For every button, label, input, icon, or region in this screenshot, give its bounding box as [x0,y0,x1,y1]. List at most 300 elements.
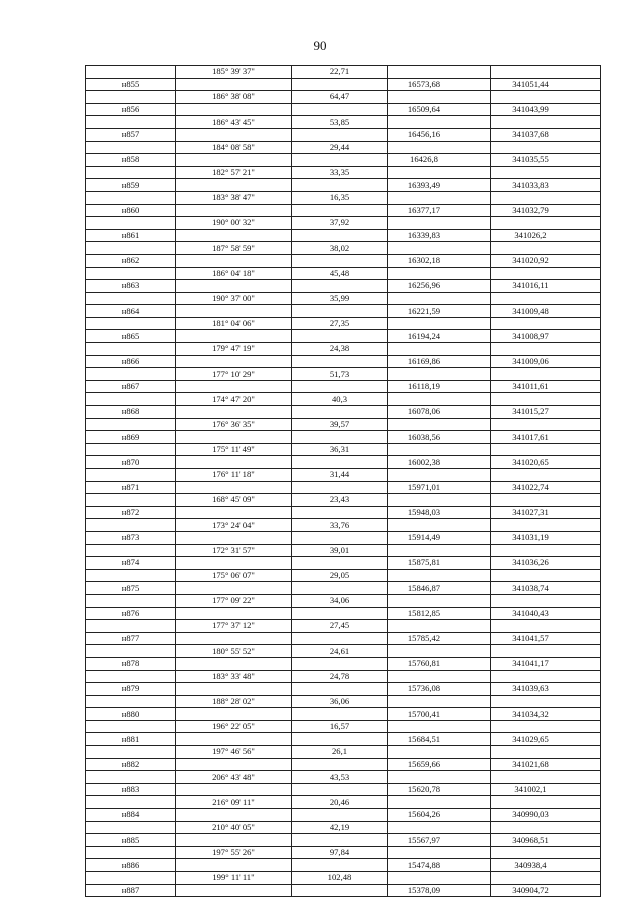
point-name: н869 [86,431,176,444]
point-row [86,683,601,696]
x-coordinate: 15604,26 [388,809,491,822]
empty-cell [491,267,601,280]
segment-row [86,343,601,356]
point-row [86,733,601,746]
point-row [86,657,601,670]
segment-length: 29,05 [292,569,388,582]
x-coordinate: 15875,81 [388,557,491,570]
segment-row [86,846,601,859]
empty-cell [292,154,388,167]
empty-cell [491,191,601,204]
x-coordinate: 15760,81 [388,657,491,670]
empty-cell [292,607,388,620]
empty-cell [388,695,491,708]
point-name: н864 [86,305,176,318]
point-name: н871 [86,481,176,494]
segment-row [86,645,601,658]
point-name: н867 [86,380,176,393]
empty-cell [292,128,388,141]
x-coordinate: 15684,51 [388,733,491,746]
point-row [86,859,601,872]
segment-row [86,620,601,633]
empty-cell [86,594,176,607]
empty-cell [86,66,176,79]
direction-angle: 210° 40' 05" [176,821,292,834]
direction-angle: 182° 57' 21" [176,166,292,179]
point-row [86,330,601,343]
segment-length: 16,35 [292,191,388,204]
empty-cell [292,683,388,696]
empty-cell [388,217,491,230]
x-coordinate: 15785,42 [388,632,491,645]
point-name: н875 [86,582,176,595]
empty-cell [86,544,176,557]
empty-cell [491,544,601,557]
y-coordinate: 341026,2 [491,229,601,242]
y-coordinate: 341038,74 [491,582,601,595]
empty-cell [292,254,388,267]
segment-row [86,191,601,204]
x-coordinate: 15659,66 [388,758,491,771]
segment-length: 36,31 [292,443,388,456]
segment-row [86,418,601,431]
y-coordinate: 341027,31 [491,506,601,519]
y-coordinate: 341011,61 [491,380,601,393]
empty-cell [491,872,601,885]
empty-cell [176,834,292,847]
y-coordinate: 341022,74 [491,481,601,494]
segment-length: 24,61 [292,645,388,658]
segment-length: 20,46 [292,796,388,809]
y-coordinate: 341041,17 [491,657,601,670]
point-name: н866 [86,355,176,368]
segment-length: 38,02 [292,242,388,255]
segment-length: 37,92 [292,217,388,230]
empty-cell [491,494,601,507]
empty-cell [388,544,491,557]
direction-angle: 174° 47' 20" [176,393,292,406]
point-name: н859 [86,179,176,192]
segment-length: 33,35 [292,166,388,179]
y-coordinate: 341029,65 [491,733,601,746]
point-row [86,582,601,595]
x-coordinate: 16573,68 [388,78,491,91]
empty-cell [388,418,491,431]
empty-cell [86,821,176,834]
y-coordinate: 341020,65 [491,456,601,469]
y-coordinate: 341040,43 [491,607,601,620]
y-coordinate: 341039,63 [491,683,601,696]
empty-cell [176,431,292,444]
empty-cell [176,683,292,696]
empty-cell [292,758,388,771]
x-coordinate: 16221,59 [388,305,491,318]
empty-cell [388,519,491,532]
empty-cell [491,695,601,708]
segment-row [86,670,601,683]
empty-cell [176,103,292,116]
x-coordinate: 15971,01 [388,481,491,494]
empty-cell [176,582,292,595]
empty-cell [292,330,388,343]
empty-cell [86,343,176,356]
empty-cell [388,393,491,406]
y-coordinate: 341037,68 [491,128,601,141]
y-coordinate: 341015,27 [491,406,601,419]
empty-cell [388,821,491,834]
empty-cell [176,456,292,469]
point-row [86,809,601,822]
empty-cell [176,78,292,91]
y-coordinate: 341035,55 [491,154,601,167]
point-name: н883 [86,783,176,796]
x-coordinate: 16509,64 [388,103,491,116]
empty-cell [86,872,176,885]
segment-length: 53,85 [292,116,388,129]
point-name: н868 [86,406,176,419]
direction-angle: 188° 28' 02" [176,695,292,708]
direction-angle: 177° 37' 12" [176,620,292,633]
empty-cell [86,242,176,255]
empty-cell [176,632,292,645]
point-row [86,783,601,796]
segment-row [86,821,601,834]
x-coordinate: 15700,41 [388,708,491,721]
empty-cell [86,645,176,658]
empty-cell [491,66,601,79]
segment-row [86,569,601,582]
y-coordinate: 341020,92 [491,254,601,267]
x-coordinate: 15812,85 [388,607,491,620]
x-coordinate: 16456,16 [388,128,491,141]
empty-cell [292,456,388,469]
empty-cell [292,582,388,595]
point-row [86,179,601,192]
empty-cell [176,557,292,570]
point-row [86,254,601,267]
empty-cell [491,796,601,809]
empty-cell [86,141,176,154]
x-coordinate: 16078,06 [388,406,491,419]
x-coordinate: 16339,83 [388,229,491,242]
point-name: н858 [86,154,176,167]
empty-cell [388,746,491,759]
empty-cell [292,229,388,242]
point-name: н865 [86,330,176,343]
y-coordinate: 340990,03 [491,809,601,822]
point-row [86,708,601,721]
empty-cell [388,872,491,885]
empty-cell [86,569,176,582]
empty-cell [292,406,388,419]
empty-cell [176,305,292,318]
x-coordinate: 16118,19 [388,380,491,393]
empty-cell [491,393,601,406]
x-coordinate: 16169,86 [388,355,491,368]
segment-length: 24,38 [292,343,388,356]
empty-cell [388,91,491,104]
segment-length: 42,19 [292,821,388,834]
empty-cell [292,78,388,91]
y-coordinate: 341031,19 [491,531,601,544]
point-name: н882 [86,758,176,771]
point-row [86,456,601,469]
x-coordinate: 16302,18 [388,254,491,267]
segment-row [86,66,601,79]
empty-cell [176,531,292,544]
empty-cell [388,771,491,784]
point-row [86,531,601,544]
direction-angle: 186° 43' 45" [176,116,292,129]
empty-cell [176,481,292,494]
empty-cell [491,746,601,759]
segment-row [86,242,601,255]
segment-row [86,393,601,406]
segment-length: 27,45 [292,620,388,633]
empty-cell [86,393,176,406]
empty-cell [292,708,388,721]
empty-cell [491,91,601,104]
segment-length: 102,48 [292,872,388,885]
empty-cell [86,267,176,280]
empty-cell [176,154,292,167]
empty-cell [86,317,176,330]
y-coordinate: 341021,68 [491,758,601,771]
empty-cell [86,746,176,759]
empty-cell [491,343,601,356]
direction-angle: 175° 11' 49" [176,443,292,456]
direction-angle: 197° 55' 26" [176,846,292,859]
empty-cell [176,758,292,771]
empty-cell [176,204,292,217]
empty-cell [86,166,176,179]
point-row [86,557,601,570]
direction-angle: 177° 10' 29" [176,368,292,381]
point-name: н884 [86,809,176,822]
point-row [86,506,601,519]
empty-cell [388,494,491,507]
y-coordinate: 341041,57 [491,632,601,645]
point-name: н874 [86,557,176,570]
direction-angle: 196° 22' 05" [176,720,292,733]
empty-cell [86,191,176,204]
segment-length: 22,71 [292,66,388,79]
direction-angle: 180° 55' 52" [176,645,292,658]
direction-angle: 186° 04' 18" [176,267,292,280]
direction-angle: 176° 36' 35" [176,418,292,431]
y-coordinate: 341017,61 [491,431,601,444]
segment-row [86,494,601,507]
empty-cell [292,557,388,570]
point-row [86,355,601,368]
empty-cell [86,796,176,809]
point-name: н879 [86,683,176,696]
segment-row [86,116,601,129]
point-row [86,632,601,645]
empty-cell [491,217,601,230]
point-row [86,280,601,293]
empty-cell [176,179,292,192]
y-coordinate: 341016,11 [491,280,601,293]
y-coordinate: 340904,72 [491,884,601,897]
empty-cell [292,179,388,192]
empty-cell [388,368,491,381]
empty-cell [388,267,491,280]
segment-length: 24,78 [292,670,388,683]
x-coordinate: 15736,08 [388,683,491,696]
segment-length: 27,35 [292,317,388,330]
point-name: н863 [86,280,176,293]
empty-cell [292,355,388,368]
segment-length: 33,76 [292,519,388,532]
empty-cell [86,720,176,733]
segment-row [86,469,601,482]
point-name: н855 [86,78,176,91]
segment-length: 29,44 [292,141,388,154]
x-coordinate: 15474,88 [388,859,491,872]
empty-cell [292,884,388,897]
empty-cell [491,368,601,381]
direction-angle: 186° 38' 08" [176,91,292,104]
direction-angle: 197° 46' 56" [176,746,292,759]
segment-row [86,771,601,784]
empty-cell [292,380,388,393]
empty-cell [388,443,491,456]
point-row [86,305,601,318]
empty-cell [86,91,176,104]
y-coordinate: 341051,44 [491,78,601,91]
empty-cell [491,594,601,607]
segment-row [86,544,601,557]
empty-cell [292,481,388,494]
empty-cell [86,670,176,683]
segment-row [86,872,601,885]
empty-cell [388,469,491,482]
y-coordinate: 341036,26 [491,557,601,570]
empty-cell [491,141,601,154]
empty-cell [86,620,176,633]
empty-cell [491,821,601,834]
point-name: н870 [86,456,176,469]
empty-cell [176,733,292,746]
empty-cell [86,443,176,456]
empty-cell [388,166,491,179]
y-coordinate: 341008,97 [491,330,601,343]
y-coordinate: 340968,51 [491,834,601,847]
point-row [86,154,601,167]
point-name: н876 [86,607,176,620]
empty-cell [388,720,491,733]
segment-length: 34,06 [292,594,388,607]
x-coordinate: 15914,49 [388,531,491,544]
direction-angle: 185° 39' 37" [176,66,292,79]
direction-angle: 190° 00' 32" [176,217,292,230]
direction-angle: 177° 09' 22" [176,594,292,607]
segment-length: 23,43 [292,494,388,507]
empty-cell [292,783,388,796]
point-name: н857 [86,128,176,141]
segment-row [86,267,601,280]
point-name: н872 [86,506,176,519]
empty-cell [292,103,388,116]
segment-row [86,519,601,532]
empty-cell [388,846,491,859]
empty-cell [491,292,601,305]
empty-cell [86,494,176,507]
direction-angle: 190° 37' 00" [176,292,292,305]
y-coordinate: 340938,4 [491,859,601,872]
empty-cell [491,469,601,482]
empty-cell [388,191,491,204]
empty-cell [86,292,176,305]
point-name: н861 [86,229,176,242]
empty-cell [491,418,601,431]
point-name: н885 [86,834,176,847]
x-coordinate: 15378,09 [388,884,491,897]
empty-cell [86,469,176,482]
empty-cell [491,620,601,633]
segment-length: 45,48 [292,267,388,280]
segment-length: 39,01 [292,544,388,557]
direction-angle: 168° 45' 09" [176,494,292,507]
segment-length: 16,57 [292,720,388,733]
segment-row [86,317,601,330]
empty-cell [176,280,292,293]
x-coordinate: 15846,87 [388,582,491,595]
direction-angle: 172° 31' 57" [176,544,292,557]
empty-cell [292,733,388,746]
direction-angle: 187° 58' 59" [176,242,292,255]
direction-angle: 179° 47' 19" [176,343,292,356]
point-row [86,229,601,242]
segment-row [86,217,601,230]
empty-cell [86,771,176,784]
direction-angle: 181° 04' 06" [176,317,292,330]
segment-length: 26,1 [292,746,388,759]
point-name: н880 [86,708,176,721]
empty-cell [491,645,601,658]
empty-cell [491,242,601,255]
coordinates-table [85,65,601,897]
empty-cell [388,116,491,129]
empty-cell [86,368,176,381]
x-coordinate: 16002,38 [388,456,491,469]
segment-row [86,746,601,759]
empty-cell [491,771,601,784]
point-name: н877 [86,632,176,645]
x-coordinate: 16038,56 [388,431,491,444]
direction-angle: 175° 06' 07" [176,569,292,582]
empty-cell [292,834,388,847]
empty-cell [292,431,388,444]
direction-angle: 183° 38' 47" [176,191,292,204]
empty-cell [86,519,176,532]
point-name: н886 [86,859,176,872]
direction-angle: 199° 11' 11" [176,872,292,885]
point-name: н887 [86,884,176,897]
point-name: н862 [86,254,176,267]
point-row [86,758,601,771]
y-coordinate: 341043,99 [491,103,601,116]
segment-length: 31,44 [292,469,388,482]
empty-cell [292,809,388,822]
x-coordinate: 15620,78 [388,783,491,796]
segment-row [86,695,601,708]
empty-cell [491,443,601,456]
segment-row [86,443,601,456]
empty-cell [176,783,292,796]
segment-row [86,594,601,607]
